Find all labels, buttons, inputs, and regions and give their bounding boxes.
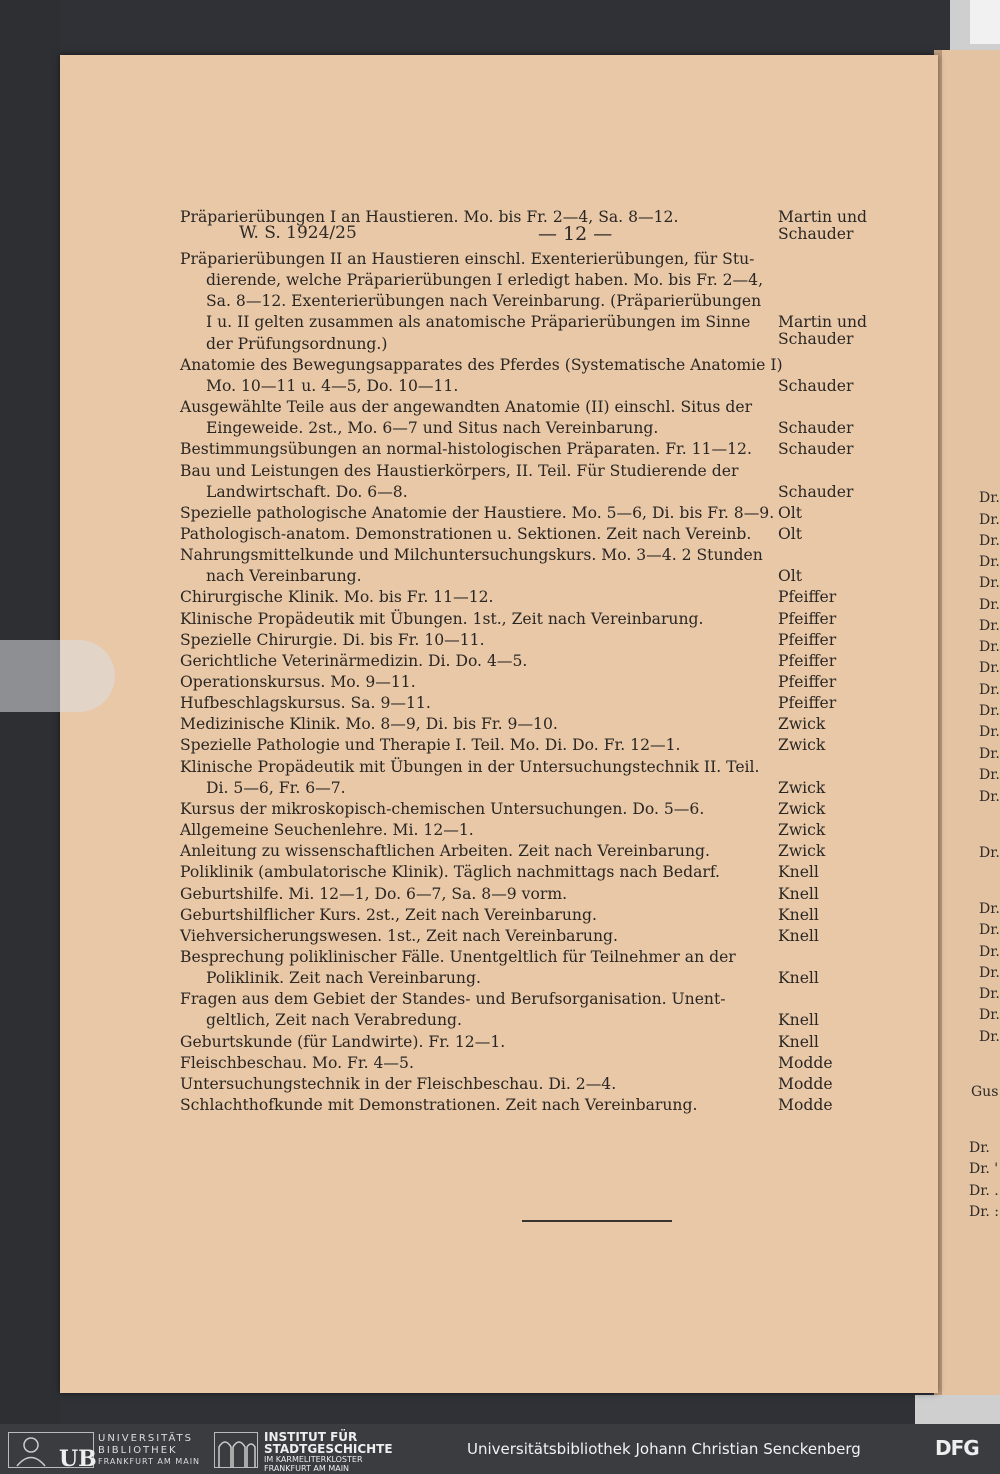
facing-fragment: Dr. [979,660,1000,676]
course-continuation-line: dierende, welche Präparierübungen I erledigt haben. Mo. bis Fr. 2—4, [206,271,764,290]
ub-logo[interactable] [8,1432,97,1472]
facing-fragment: Dr. [979,533,1000,549]
library-credit[interactable]: Universitätsbibliothek Johann Christian Senckenberg [467,1440,861,1458]
dfg-logo[interactable]: DFG [935,1436,979,1460]
footer-bar [0,1424,1000,1474]
lecturer-name: Knell [778,863,819,882]
lecturer-name: Modde [778,1096,833,1114]
document-page [60,55,938,1393]
course-title-line: Spezielle Chirurgie. Di. bis Fr. 10—11. [180,630,485,649]
facing-fragment: Dr. [979,575,1000,591]
lecturer-name: Knell [778,905,819,924]
page-number: — 12 — [538,223,613,245]
course-title-line: Medizinische Klinik. Mo. 8—9, Di. bis Fr. 9—10. [180,715,558,734]
course-title-line: Spezielle Pathologie und Therapie I. Teil. Mo. Di. Do. Fr. 12—1. [180,736,681,755]
arches-icon [215,1433,257,1467]
course-continuation-line: Poliklinik. Zeit nach Vereinbarung. [206,969,481,988]
facing-fragment: Dr. ' [969,1161,999,1177]
lecturer-name-second: Schauder [778,225,854,243]
course-title-line: Allgemeine Seuchenlehre. Mi. 12—1. [180,821,474,840]
course-continuation-line: Sa. 8—12. Exenterierübungen nach Vereinbarung. (Präparierübungen [206,292,762,311]
facing-fragment: Dr. [979,639,1000,655]
lecturer-name: Schauder [778,376,854,395]
ub-line2: BIBLIOTHEK [98,1445,178,1456]
scanner-background [0,0,60,1424]
lecturer-name: Pfeiffer [778,588,837,607]
lecturer-name: Pfeiffer [778,609,837,628]
course-continuation-line: geltlich, Zeit nach Verabredung. [206,1011,462,1030]
ub-line3: FRANKFURT AM MAIN [98,1457,201,1466]
lecturer-name: Knell [778,1032,819,1051]
lecturer-name: Modde [778,1053,833,1072]
course-title-line: Operationskursus. Mo. 9—11. [180,673,416,691]
lecturer-name: Olt [778,524,803,543]
lecturer-name: Olt [778,503,803,522]
facing-fragment: Dr. . [969,1183,999,1199]
facing-fragment: Dr. [969,1140,990,1156]
lecturer-name: Olt [778,567,803,586]
lecturer-name: Martin und [778,313,868,332]
facing-fragment: Dr. [979,682,1000,698]
facing-fragment: Dr. : [969,1204,999,1220]
course-title-line: Anleitung zu wissenschaftlichen Arbeiten. Zeit nach Vereinbarung. [180,842,710,861]
lecturer-name: Modde [778,1074,833,1093]
ub-line1: UNIVERSITÄTS [98,1433,194,1444]
facing-fragment: Dr. [979,618,1000,634]
course-title-line: Bestimmungsübungen an normal-histologischen Präparaten. Fr. 11—12. [180,440,752,459]
closing-rule [522,1220,672,1222]
isg-line4: FRANKFURT AM MAIN [264,1464,350,1473]
lecturer-name: Knell [778,926,819,945]
lecturer-name: Knell [778,884,819,903]
course-continuation-line: Di. 5—6, Fr. 6—7. [206,778,346,797]
isg-line2: STADTGESCHICHTE [264,1442,393,1456]
facing-fragment: Dr. [979,554,1000,570]
course-continuation-line: Eingeweide. 2st., Mo. 6—7 und Situs nach Vereinbarung. [206,419,659,438]
facing-fragment: Dr. [979,724,1000,740]
lecturer-name: Zwick [778,736,826,755]
course-title-line: Präparierübungen II an Haustieren einschl. Exenterierübungen, für Stu- [180,250,755,268]
course-title-line: Schlachthofkunde mit Demonstrationen. Zeit nach Vereinbarung. [180,1096,698,1114]
facing-fragment: Dr. [979,746,1000,762]
course-title-line: Klinische Propädeutik mit Übungen. 1st., Zeit nach Vereinbarung. [180,609,704,628]
course-title-line: Viehversicherungswesen. 1st., Zeit nach Vereinbarung. [180,926,618,945]
lecturer-name: Pfeiffer [778,651,837,670]
lecturer-name: Knell [778,1011,819,1030]
facing-fragment: Dr. [979,845,1000,861]
course-title-line: Besprechung poliklinischer Fälle. Unentgeltlich für Teilnehmer an der [180,947,736,966]
lecturer-name: Zwick [778,778,826,797]
lecturer-name: Schauder [778,440,854,459]
semester-header: W. S. 1924/25 [239,223,357,243]
course-title-line: Präparierübungen I an Haustieren. Mo. bis Fr. 2—4, Sa. 8—12. [180,208,679,226]
facing-fragment: Dr. [979,1029,1000,1045]
lecturer-name: Zwick [778,821,826,840]
course-continuation-line: Landwirtschaft. Do. 6—8. [206,482,408,501]
course-title-line: Chirurgische Klinik. Mo. bis Fr. 11—12. [180,588,494,607]
facing-fragment: Dr. [979,789,1000,805]
facing-fragment: Dr. [979,944,1000,960]
course-title-line: Spezielle pathologische Anatomie der Haustiere. Mo. 5—6, Di. bis Fr. 8—9. [180,503,775,522]
lecturer-name: Zwick [778,715,826,734]
isg-line1: INSTITUT FÜR [264,1430,358,1444]
course-title-line: Untersuchungstechnik in der Fleischbeschau. Di. 2—4. [180,1074,617,1093]
course-title-line: Ausgewählte Teile aus der angewandten Anatomie (II) einschl. Situs der [180,398,753,417]
isg-logo[interactable] [214,1432,258,1468]
facing-fragment: Dr. [979,901,1000,917]
facing-fragment: Dr. [979,986,1000,1002]
course-title-line: Fragen aus dem Gebiet der Standes- und Berufsorganisation. Unent- [180,990,726,1009]
facing-fragment: Gus [971,1084,999,1100]
course-title-line: Klinische Propädeutik mit Übungen in der Untersuchungstechnik II. Teil. [180,757,760,776]
course-title-line: Bau und Leistungen des Haustierkörpers, II. Teil. Für Studierende der [180,461,739,480]
lecturer-name: Pfeiffer [778,630,837,649]
lecturer-name: Pfeiffer [778,694,837,713]
course-title-line: Pathologisch-anatom. Demonstrationen u. Sektionen. Zeit nach Vereinb. [180,524,752,543]
course-title-line: Geburtshilflicher Kurs. 2st., Zeit nach Vereinbarung. [180,905,597,924]
isg-line3: IM KARMELITERKLOSTER [264,1455,363,1464]
facing-fragment: Dr. [979,512,1000,528]
lecturer-name: Zwick [778,799,826,818]
course-title-line: Fleischbeschau. Mo. Fr. 4—5. [180,1053,414,1072]
facing-fragment: Dr. [979,597,1000,613]
facing-fragment: Dr. [979,703,1000,719]
lecturer-name: Knell [778,969,819,988]
course-title-line: Nahrungsmittelkunde und Milchuntersuchungskurs. Mo. 3—4. 2 Stunden [180,546,763,565]
facing-fragment: Dr. [979,922,1000,938]
course-title-line: Hufbeschlagskursus. Sa. 9—11. [180,694,431,713]
lecturer-name: Schauder [778,419,854,438]
page-holder-tab [0,640,115,712]
course-continuation-line: I u. II gelten zusammen als anatomische Präparierübungen im Sinne [206,313,751,332]
course-title-line: Anatomie des Bewegungsapparates des Pferdes (Systematische Anatomie I) [180,355,783,374]
lecturer-name: Schauder [778,482,854,501]
facing-fragment: Dr. [979,1007,1000,1023]
course-continuation-line: nach Vereinbarung. [206,567,362,586]
ub-logo-text: UB [59,1446,97,1472]
course-title-line: Geburtskunde (für Landwirte). Fr. 12—1. [180,1032,506,1051]
course-title-line: Poliklinik (ambulatorische Klinik). Täglich nachmittags nach Bedarf. [180,863,720,882]
facing-fragment: Dr. [979,965,1000,981]
course-title-line: Geburtshilfe. Mi. 12—1, Do. 6—7, Sa. 8—9 vorm. [180,884,568,903]
scanner-strip [915,1395,1000,1424]
lecturer-name: Martin und [778,208,868,226]
course-continuation-line: der Prüfungsordnung.) [206,334,388,353]
facing-fragment: Dr. [979,490,1000,506]
lecturer-name: Pfeiffer [778,673,837,691]
course-continuation-line: Mo. 10—11 u. 4—5, Do. 10—11. [206,376,459,395]
scanner-edge-light [970,0,1000,44]
lecturer-name-second: Schauder [778,330,854,349]
facing-fragment: Dr. [979,767,1000,783]
lecturer-name: Zwick [778,842,826,861]
course-title-line: Kursus der mikroskopisch-chemischen Untersuchungen. Do. 5—6. [180,799,705,818]
course-title-line: Gerichtliche Veterinärmedizin. Di. Do. 4—5. [180,651,528,670]
bust-icon [11,1433,51,1467]
